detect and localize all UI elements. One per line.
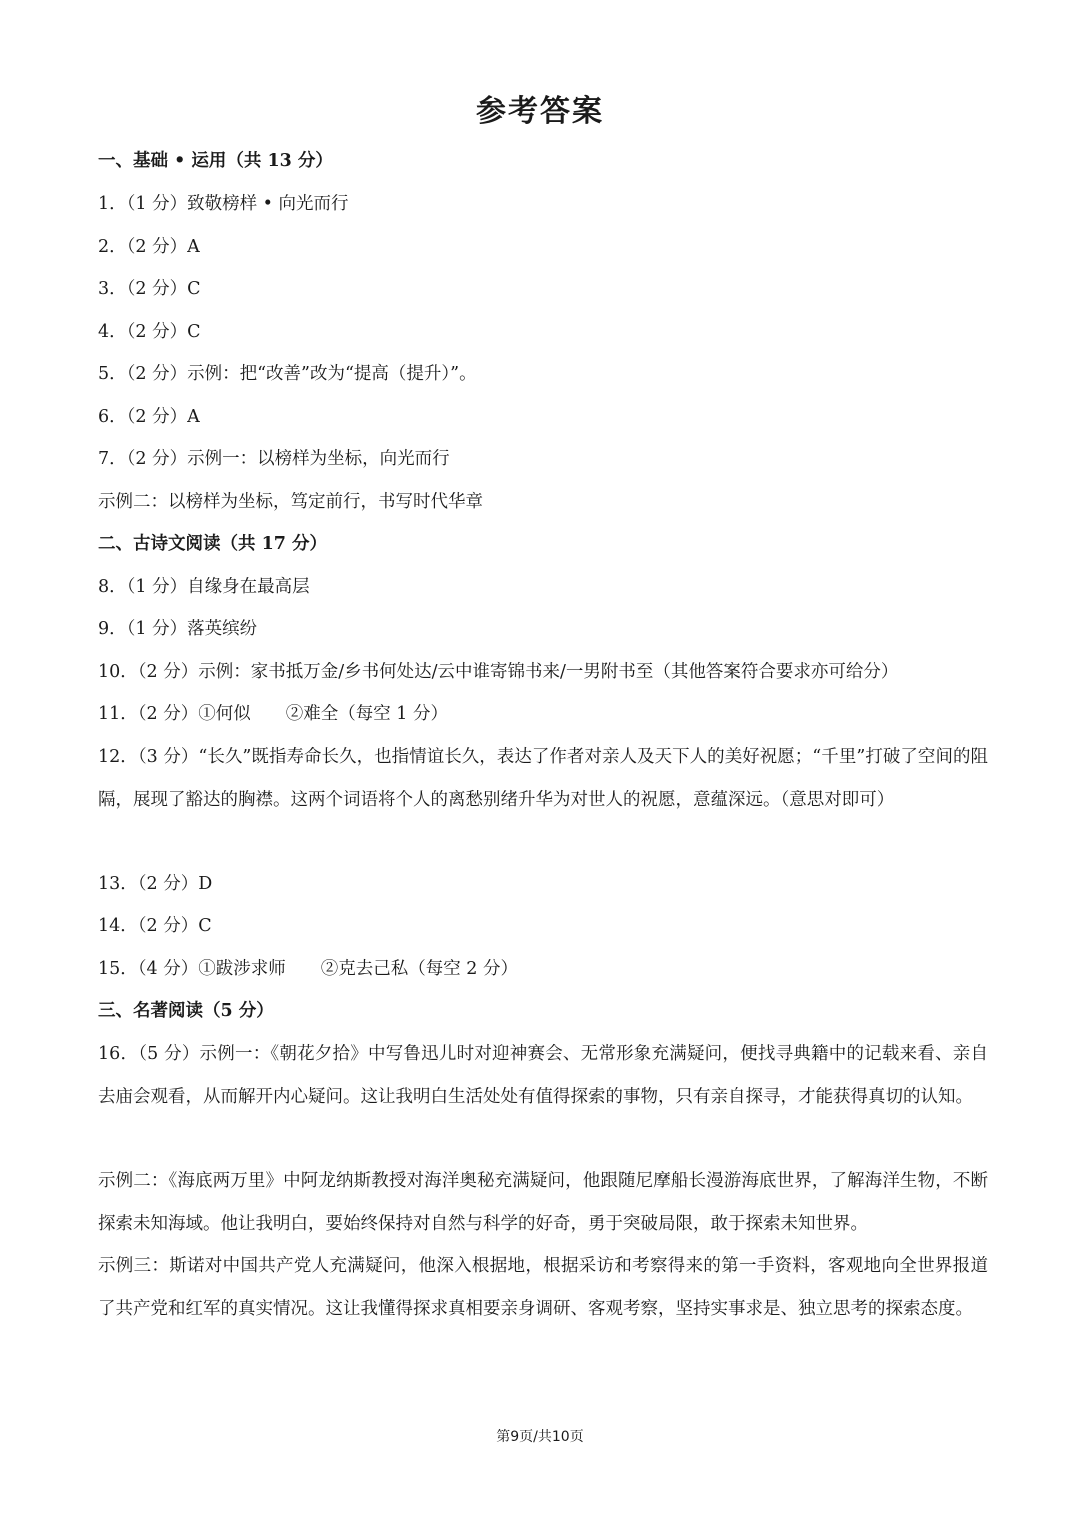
answer-line: 6．（2 分）A: [98, 407, 200, 427]
answer-paragraph: 示例二：《海底两万里》中阿龙纳斯教授对海洋奥秘充满疑问，他跟随尼摩船长漫游海底世界，了解海洋生物，不断探索未知海域。他让我明白，要始终保持对自然与科学的好奇，勇于突破局限，敢于探索未知世界。: [98, 1171, 988, 1234]
answer-line: 14．（2 分）C: [98, 916, 212, 936]
answer-line: 15．（4 分）①跋涉求师 ②克去己私（每空 2 分）: [98, 959, 518, 979]
answer-line: 8．（1 分）自缘身在最高层: [98, 577, 310, 597]
section-heading-classics: 三、名著阅读（5 分）: [98, 1001, 274, 1021]
answer-line: 4．（2 分）C: [98, 322, 201, 342]
answer-line: 7．（2 分）示例一：以榜样为坐标，向光而行: [98, 449, 450, 469]
answer-line: 11．（2 分）①何似 ②难全（每空 1 分）: [98, 704, 448, 724]
page-title: 参考答案: [476, 94, 604, 129]
answer-paragraph: 16．（5 分）示例一：《朝花夕拾》中写鲁迅儿时对迎神赛会、无常形象充满疑问，便找寻典籍中的记载来看、亲自去庙会观看，从而解开内心疑问。这让我明白生活处处有值得探索的事物，只有亲自探寻，才能获得真切的认知。: [98, 1044, 988, 1107]
answer-paragraph: 12．（3 分）“长久”既指寿命长久，也指情谊长久，表达了作者对亲人及天下人的美好祝愿；“千里”打破了空间的阻隔，展现了豁达的胸襟。这两个词语将个人的离愁别绪升华为对世人的祝愿，意蕴深远。（意思对即可）: [98, 747, 988, 810]
answer-line: 示例二：以榜样为坐标，笃定前行，书写时代华章: [98, 492, 483, 512]
answer-line: 3．（2 分）C: [98, 279, 201, 299]
answer-line: 13．（2 分）D: [98, 874, 213, 894]
answer-line: 10．（2 分）示例：家书抵万金/乡书何处达/云中谁寄锦书来/一男附书至（其他答案符合要求亦可给分）: [98, 662, 899, 682]
page-footer: 第9页/共10页: [496, 1429, 584, 1445]
answer-line: 9．（1 分）落英缤纷: [98, 619, 258, 639]
answer-paragraph: 示例三：斯诺对中国共产党人充满疑问，他深入根据地，根据采访和考察得来的第一手资料，客观地向全世界报道了共产党和红军的真实情况。这让我懂得探求真相要亲身调研、客观考察，坚持实事求是、独立思考的探索态度。: [98, 1256, 988, 1319]
section-heading-basics: 一、基础 • 运用（共 13 分）: [98, 151, 333, 171]
answer-line: 1．（1 分）致敬榜样 • 向光而行: [98, 194, 349, 214]
section-heading-classical: 二、古诗文阅读（共 17 分）: [98, 534, 328, 554]
answer-line: 5．（2 分）示例：把“改善”改为“提高（提升）”。: [98, 364, 477, 384]
answer-line: 2．（2 分）A: [98, 237, 200, 257]
